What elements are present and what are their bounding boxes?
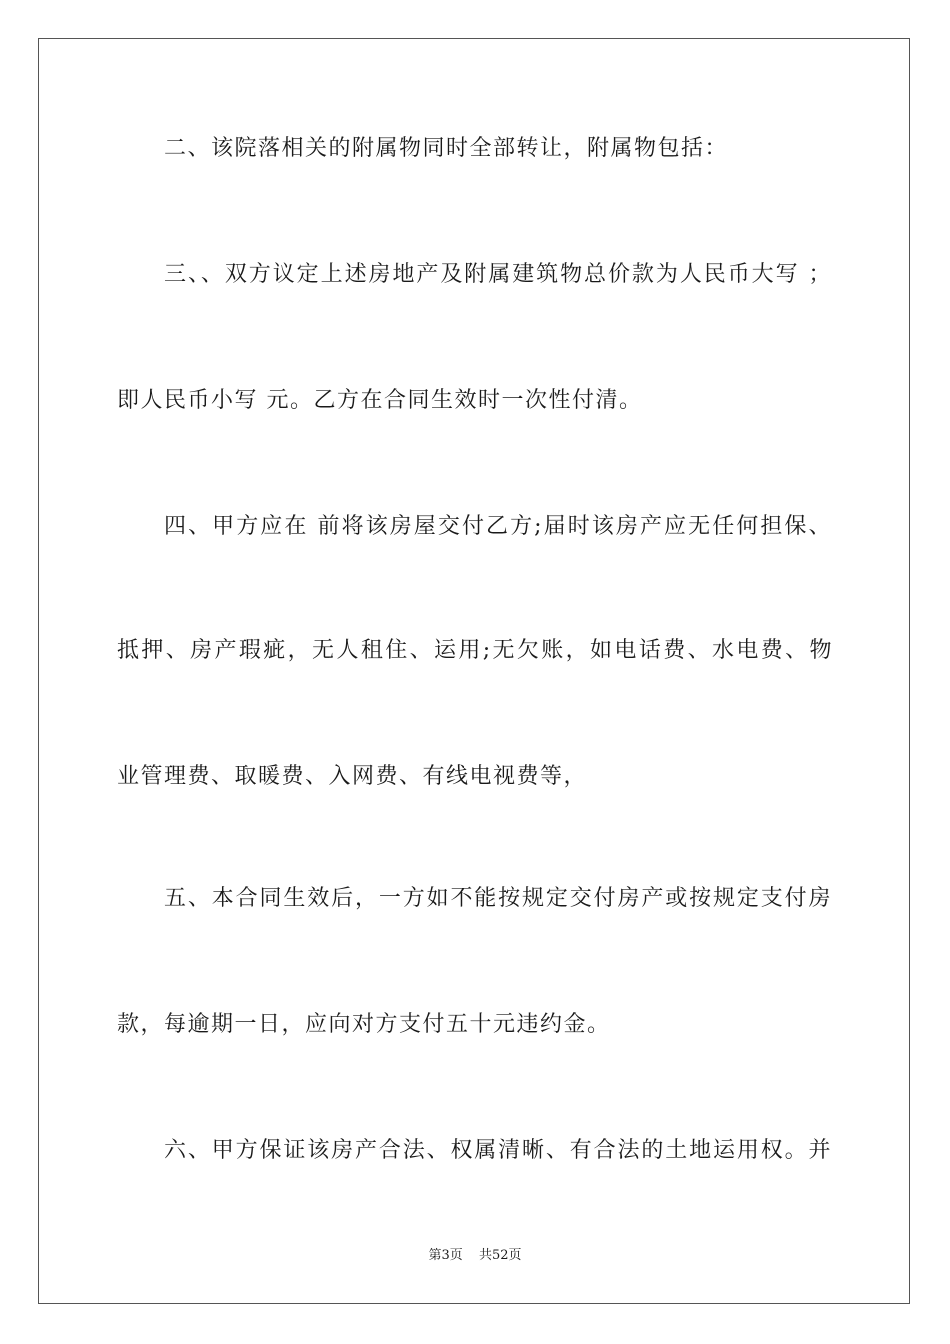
- page-footer: [0, 1247, 950, 1265]
- paragraph-4-line-1: 四、甲方应在 前将该房屋交付乙方;届时该房产应无任何担保、: [164, 514, 832, 539]
- page-border: [38, 38, 910, 1304]
- paragraph-2-line-1: 二、该院落相关的附属物同时全部转让，附属物包括：: [164, 136, 729, 161]
- paragraph-5-line-1: 五、本合同生效后，一方如不能按规定交付房产或按规定支付房: [164, 886, 832, 911]
- paragraph-3-line-1: 三、、双方议定上述房地产及附属建筑物总价款为人民币大写 ；: [164, 262, 832, 287]
- page-total: 共52页: [478, 1248, 522, 1263]
- paragraph-4-line-3: 业管理费、取暖费、入网费、有线电视费等，: [117, 764, 588, 789]
- paragraph-6-line-1: 六、甲方保证该房产合法、权属清晰、有合法的土地运用权。并: [164, 1138, 832, 1163]
- paragraph-5-line-2: 款，每逾期一日，应向对方支付五十元违约金。: [117, 1012, 611, 1037]
- paragraph-3-line-2: 即人民币小写 元。乙方在合同生效时一次性付清。: [117, 388, 643, 413]
- page-number: 第3页: [428, 1248, 463, 1263]
- paragraph-4-line-2: 抵押、房产瑕疵，无人租住、运用;无欠账，如电话费、水电费、物: [117, 638, 833, 663]
